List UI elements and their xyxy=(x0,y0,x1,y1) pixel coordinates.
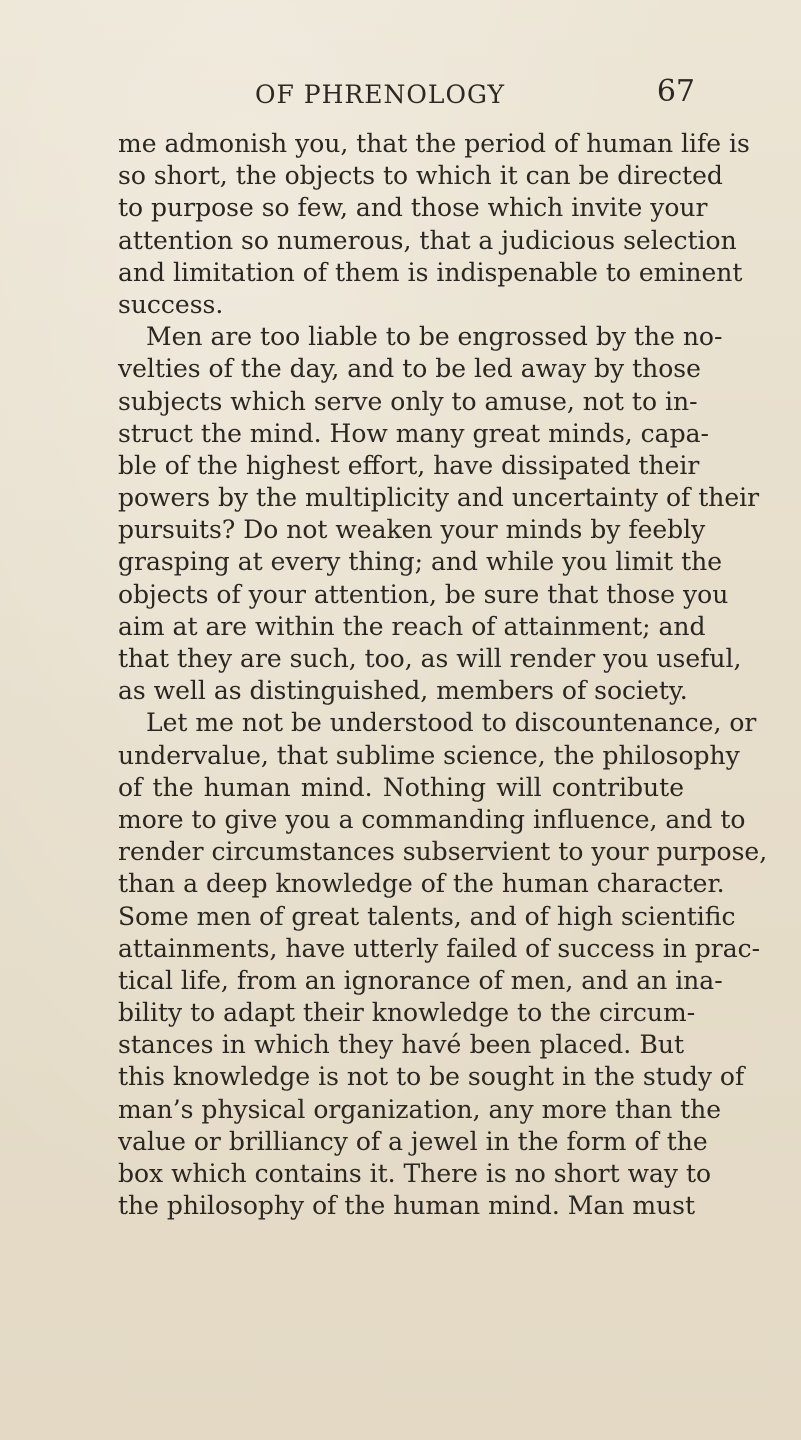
text-line: so short, the objects to which it can be directed xyxy=(118,161,723,191)
text-line: velties of the day, and to be led away by those xyxy=(118,354,701,384)
text-line: attainments, have utterly failed of success in prac- xyxy=(118,933,761,963)
text-line: this knowledge is not to be sought in the study of xyxy=(118,1062,745,1092)
text-line: grasping at every thing; and while you limit the xyxy=(118,547,723,577)
text-line: ble of the highest effort, have dissipated their xyxy=(118,450,700,480)
text-line: value or brilliancy of a jewel in the form of the xyxy=(118,1126,708,1156)
text-line: than a deep knowledge of the human character. xyxy=(118,869,725,899)
text-line: that they are such, too, as will render you useful, xyxy=(118,644,742,673)
text-line: the philosophy of the human mind. Man must xyxy=(118,1191,696,1221)
text-line: me admonish you, that the period of human life is xyxy=(118,129,750,158)
text-line: to purpose so few, and those which invite your xyxy=(118,193,708,223)
text-line: undervalue, that sublime science, the philosophy xyxy=(118,740,740,770)
text-line: stances in which they havé been placed. But xyxy=(118,1030,684,1060)
text-line: struct the mind. How many great minds, capa- xyxy=(118,418,709,448)
text-line: attention so numerous, that a judicious selection xyxy=(118,225,737,255)
text-line: powers by the multiplicity and uncertainty of their xyxy=(118,483,760,513)
text-line: Let me not be understood to discountenance, or xyxy=(146,708,757,738)
text-line: aim at are within the reach of attainment; and xyxy=(118,611,706,641)
text-line: Some men of great talents, and of high scientific xyxy=(118,901,736,931)
text-line: box which contains it. There is no short way to xyxy=(118,1159,712,1188)
page-number: 67 xyxy=(656,74,695,109)
text-line: Men are too liable to be engrossed by the no- xyxy=(146,322,723,352)
text-line: tical life, from an ignorance of men, and an ina- xyxy=(118,965,723,995)
text-line: of the human mind. Nothing will contribute xyxy=(118,772,684,802)
text-line: success. xyxy=(118,289,224,319)
text-line: render circumstances subservient to your purpose, xyxy=(118,837,768,867)
page-header xyxy=(255,74,695,120)
text-line: as well as distinguished, members of society. xyxy=(118,676,688,706)
running-head: OF PHRENOLOGY xyxy=(255,80,505,109)
text-line: bility to adapt their knowledge to the circum- xyxy=(118,998,696,1028)
text-line: objects of your attention, be sure that those you xyxy=(118,579,729,609)
text-line: more to give you a commanding influence, and to xyxy=(118,804,746,834)
text-line: man’s physical organization, any more than the xyxy=(118,1094,722,1124)
text-line: and limitation of them is indispenable to eminent xyxy=(118,257,743,287)
body-text xyxy=(118,128,768,1222)
text-line: pursuits? Do not weaken your minds by feebly xyxy=(118,515,706,545)
text-line: subjects which serve only to amuse, not to in- xyxy=(118,386,698,416)
